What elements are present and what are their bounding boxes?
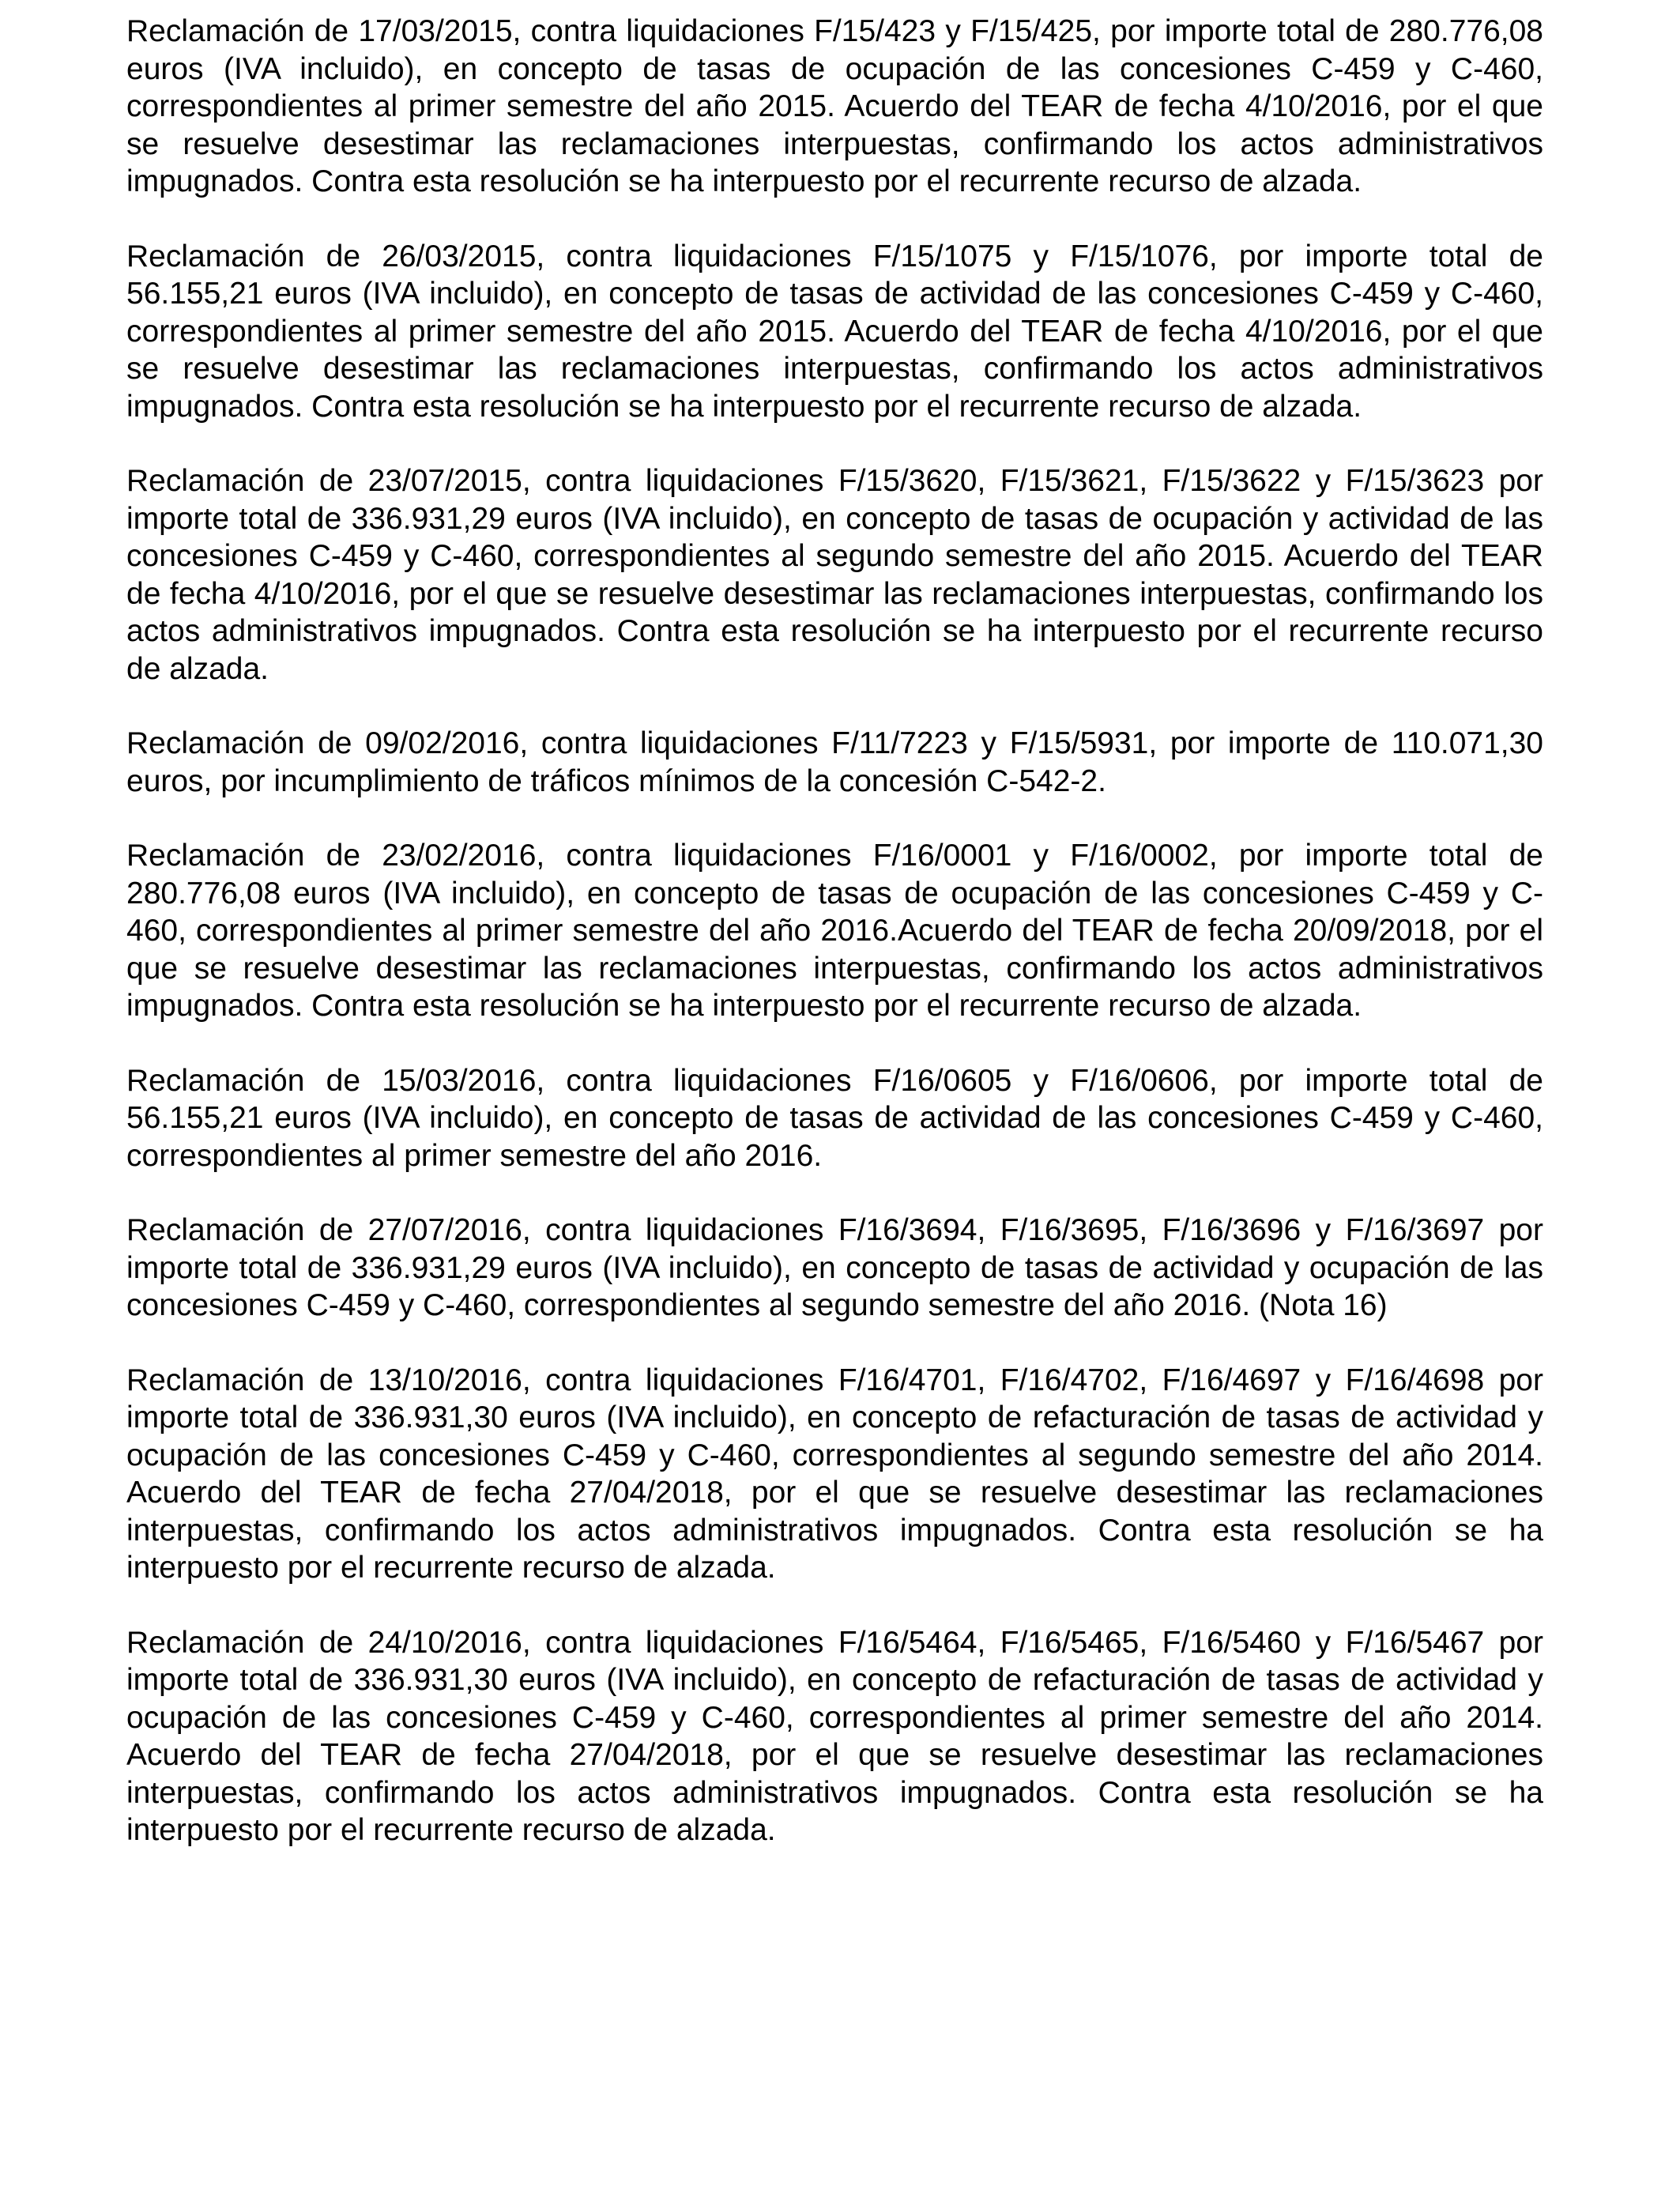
- paragraph-reclamacion-15-03-2016: Reclamación de 15/03/2016, contra liquidaciones F/16/0605 y F/16/0606, por importe total de 56.155,21 euros (IVA incluido), en concepto de tasas de actividad de las concesiones C-459 y C-460, correspondientes al primer semestre del año 2016.: [126, 1063, 1543, 1173]
- paragraph-reclamacion-23-07-2015: Reclamación de 23/07/2015, contra liquidaciones F/15/3620, F/15/3621, F/15/3622 y F/15/3623 por importe total de 336.931,29 euros (IVA incluido), en concepto de tasas de ocupación y actividad de las concesiones C-459 y C-460, correspondientes al segundo semestre del año 2015. Acuerdo del TEAR de fecha 4/10/2016, por el que se resuelve desestimar las reclamaciones interpuestas, confirmando los actos administrativos impugnados. Contra esta resolución se ha interpuesto por el recurrente recurso de alzada.: [126, 464, 1543, 686]
- paragraph-reclamacion-27-07-2016: Reclamación de 27/07/2016, contra liquidaciones F/16/3694, F/16/3695, F/16/3696 y F/16/3697 por importe total de 336.931,29 euros (IVA incluido), en concepto de tasas de actividad y ocupación de las concesiones C-459 y C-460, correspondientes al segundo semestre del año 2016. (Nota 16): [126, 1213, 1543, 1322]
- paragraph-reclamacion-17-03-2015: Reclamación de 17/03/2015, contra liquidaciones F/15/423 y F/15/425, por importe total de 280.776,08 euros (IVA incluido), en concepto de tasas de ocupación de las concesiones C-459 y C-460, correspondientes al primer semestre del año 2015. Acuerdo del TEAR de fecha 4/10/2016, por el que se resuelve desestimar las reclamaciones interpuestas, confirmando los actos administrativos impugnados. Contra esta resolución se ha interpuesto por el recurrente recurso de alzada.: [126, 14, 1543, 198]
- document-page: [126, 13, 1543, 1887]
- paragraph-reclamacion-23-02-2016: Reclamación de 23/02/2016, contra liquidaciones F/16/0001 y F/16/0002, por importe total de 280.776,08 euros (IVA incluido), en concepto de tasas de ocupación de las concesiones C-459 y C-460, correspondientes al primer semestre del año 2016.Acuerdo del TEAR de fecha 20/09/2018, por el que se resuelve desestimar las reclamaciones interpuestas, confirmando los actos administrativos impugnados. Contra esta resolución se ha interpuesto por el recurrente recurso de alzada.: [126, 839, 1543, 1023]
- paragraph-reclamacion-09-02-2016: Reclamación de 09/02/2016, contra liquidaciones F/11/7223 y F/15/5931, por importe de 110.071,30 euros, por incumplimiento de tráficos mínimos de la concesión C-542-2.: [126, 726, 1543, 798]
- paragraph-reclamacion-26-03-2015: Reclamación de 26/03/2015, contra liquidaciones F/15/1075 y F/15/1076, por importe total de 56.155,21 euros (IVA incluido), en concepto de tasas de actividad de las concesiones C-459 y C-460, correspondientes al primer semestre del año 2015. Acuerdo del TEAR de fecha 4/10/2016, por el que se resuelve desestimar las reclamaciones interpuestas, confirmando los actos administrativos impugnados. Contra esta resolución se ha interpuesto por el recurrente recurso de alzada.: [126, 239, 1543, 424]
- paragraph-reclamacion-13-10-2016: Reclamación de 13/10/2016, contra liquidaciones F/16/4701, F/16/4702, F/16/4697 y F/16/4698 por importe total de 336.931,30 euros (IVA incluido), en concepto de refacturación de tasas de actividad y ocupación de las concesiones C-459 y C-460, correspondientes al segundo semestre del año 2014. Acuerdo del TEAR de fecha 27/04/2018, por el que se resuelve desestimar las reclamaciones interpuestas, confirmando los actos administrativos impugnados. Contra esta resolución se ha interpuesto por el recurrente recurso de alzada.: [126, 1363, 1543, 1585]
- paragraph-reclamacion-24-10-2016: Reclamación de 24/10/2016, contra liquidaciones F/16/5464, F/16/5465, F/16/5460 y F/16/5467 por importe total de 336.931,30 euros (IVA incluido), en concepto de refacturación de tasas de actividad y ocupación de las concesiones C-459 y C-460, correspondientes al primer semestre del año 2014. Acuerdo del TEAR de fecha 27/04/2018, por el que se resuelve desestimar las reclamaciones interpuestas, confirmando los actos administrativos impugnados. Contra esta resolución se ha interpuesto por el recurrente recurso de alzada.: [126, 1625, 1543, 1847]
